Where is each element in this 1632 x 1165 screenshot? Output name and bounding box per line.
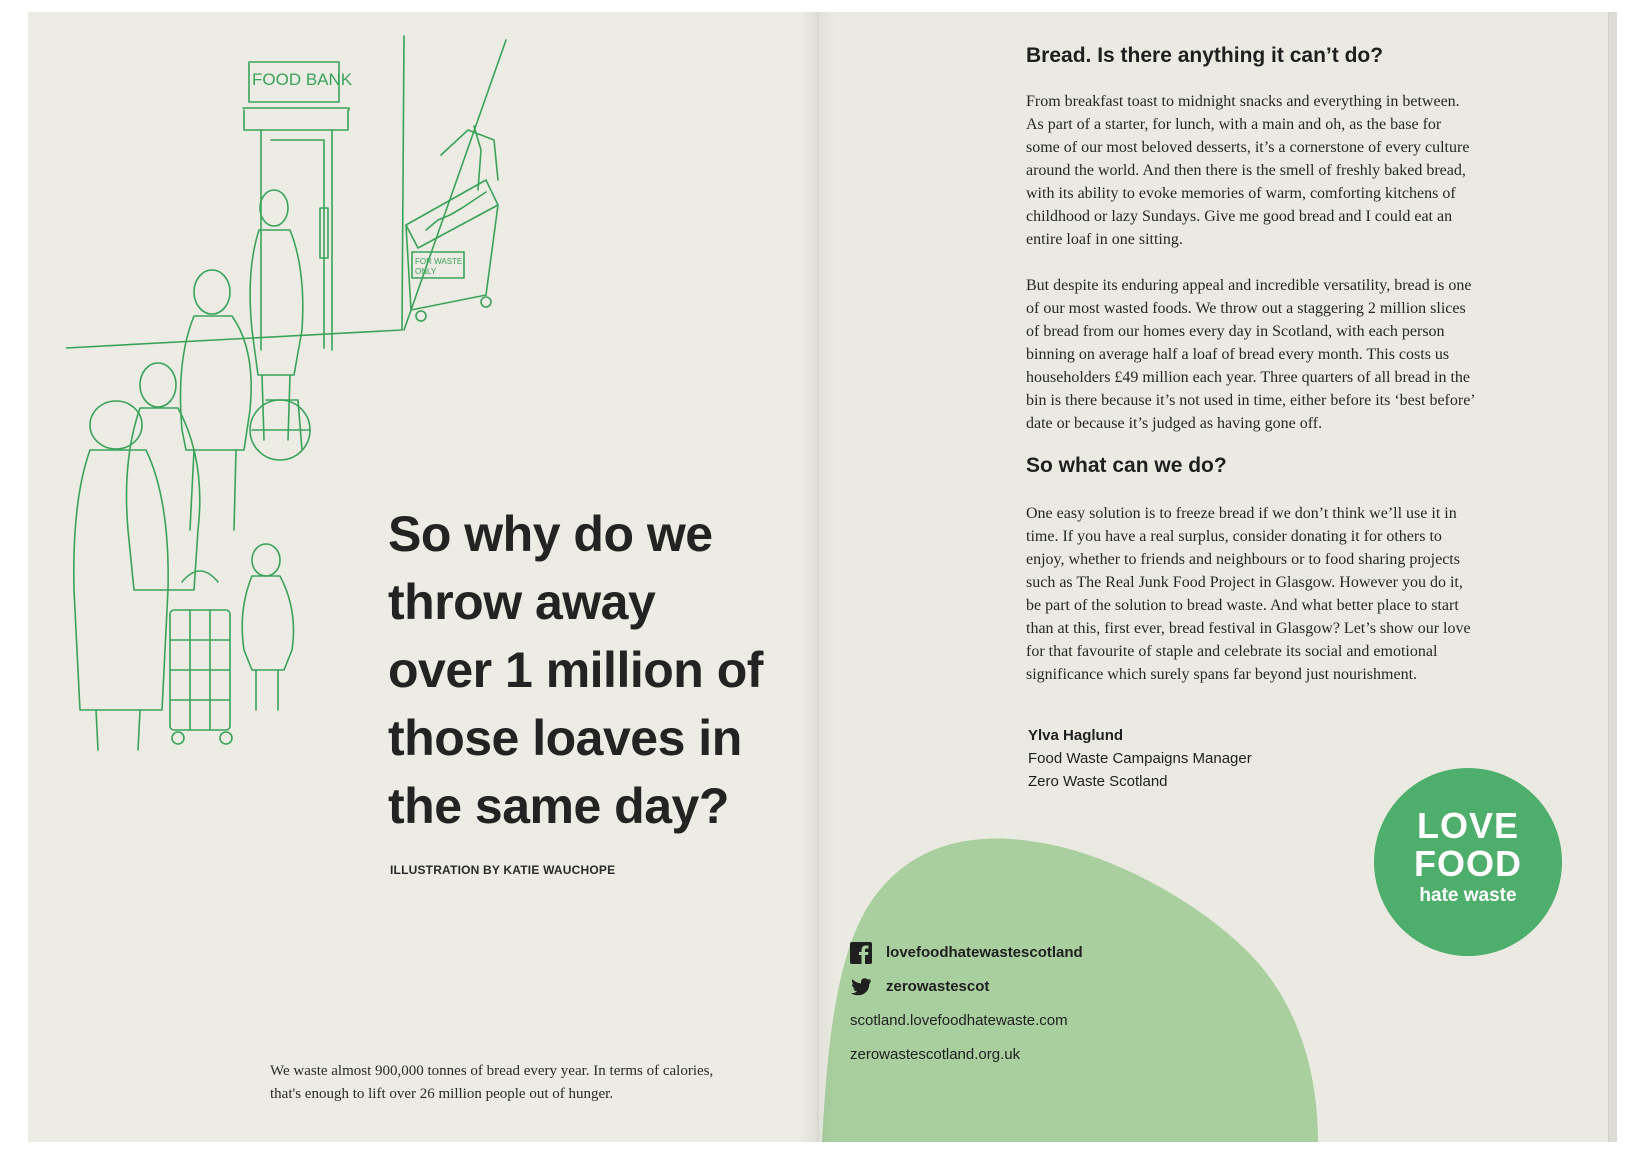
paragraph-line: for that favourite of staple and celebrate its social and emotional bbox=[1026, 643, 1438, 660]
food-bank-sign: FOOD BANK bbox=[252, 70, 353, 89]
headline-line: those loaves in bbox=[388, 710, 742, 766]
twitter-icon bbox=[850, 976, 872, 998]
paragraph-line: than at this, first ever, bread festival in Glasgow? Let’s show our love bbox=[1026, 620, 1471, 637]
page-edge bbox=[1608, 12, 1617, 1142]
logo-line-hate-waste: hate waste bbox=[1419, 885, 1517, 906]
paragraph-line: bin is there because it’s not used in time, either before its ‘best before’ bbox=[1026, 392, 1476, 409]
headline-line: over 1 million of bbox=[388, 642, 763, 698]
paragraph-line: enjoy, whether to friends and neighbours or to food sharing projects bbox=[1026, 551, 1460, 568]
paragraph-line: of bread from our homes every day in Scotland, with each person bbox=[1026, 323, 1445, 340]
paragraph-line: But despite its enduring appeal and incredible versatility, bread is one bbox=[1026, 277, 1472, 294]
paragraph-line: childhood or lazy Sundays. Give me good bread and I could eat an bbox=[1026, 208, 1453, 225]
twitter-handle: zerowastescot bbox=[886, 978, 990, 995]
paragraph-line: entire loaf in one sitting. bbox=[1026, 231, 1183, 248]
paragraph-line: around the world. And then there is the smell of freshly baked bread, bbox=[1026, 162, 1466, 179]
right-page bbox=[818, 12, 1610, 1142]
paragraph-line: As part of a starter, for lunch, with a main and oh, as the base for bbox=[1026, 116, 1442, 133]
website-link-lfhw[interactable]: scotland.lovefoodhatewaste.com bbox=[850, 1012, 1068, 1029]
paragraph-line: From breakfast toast to midnight snacks and everything in between. bbox=[1026, 93, 1460, 110]
logo-line-food: FOOD bbox=[1414, 843, 1522, 884]
author-signature bbox=[1028, 724, 1252, 793]
paragraph-solution bbox=[1026, 502, 1586, 686]
paragraph-line: date or because it’s judged as having gone off. bbox=[1026, 415, 1323, 432]
left-page bbox=[28, 12, 818, 1142]
love-food-hate-waste-logo bbox=[1374, 768, 1562, 956]
bread-waste-footnote bbox=[270, 1060, 790, 1106]
paragraph-line: time. If you have a real surplus, consider donating it for others to bbox=[1026, 528, 1442, 545]
paragraph-line: such as The Real Junk Food Project in Glasgow. However you do it, bbox=[1026, 574, 1463, 591]
paragraph-intro bbox=[1026, 90, 1586, 251]
illustration-credit: ILLUSTRATION BY KATIE WAUCHOPE bbox=[390, 863, 616, 877]
facebook-handle: lovefoodhatewastescotland bbox=[886, 944, 1083, 961]
footnote-line: that's enough to lift over 26 million people out of hunger. bbox=[270, 1086, 614, 1102]
heading-bread: Bread. Is there anything it can’t do? bbox=[1026, 44, 1384, 67]
page-gutter bbox=[800, 12, 836, 1142]
author-name: Ylva Haglund bbox=[1028, 727, 1124, 744]
footnote-line: We waste almost 900,000 tonnes of bread every year. In terms of calories, bbox=[270, 1063, 714, 1079]
author-role: Food Waste Campaigns Manager bbox=[1028, 750, 1252, 767]
headline-line: So why do we bbox=[388, 506, 713, 562]
paragraph-line: of our most wasted foods. We throw out a staggering 2 million slices bbox=[1026, 300, 1466, 317]
paragraph-waste-stats bbox=[1026, 274, 1586, 435]
paragraph-line: significance which surely spans far beyond just nourishment. bbox=[1026, 666, 1418, 683]
headline-line: throw away bbox=[388, 574, 656, 630]
paragraph-line: binning on average half a loaf of bread every month. This costs us bbox=[1026, 346, 1450, 363]
bin-label-line1: FOR WASTE bbox=[415, 257, 463, 266]
paragraph-line: with its ability to evoke memories of warm, comforting kitchens of bbox=[1026, 185, 1456, 202]
headline-line: the same day? bbox=[388, 778, 729, 834]
facebook-icon bbox=[850, 942, 872, 964]
heading-what-can-we-do: So what can we do? bbox=[1026, 454, 1227, 477]
logo-line-love: LOVE bbox=[1416, 805, 1519, 846]
paragraph-line: One easy solution is to freeze bread if we don’t think we’ll use it in bbox=[1026, 505, 1457, 522]
website-link-zws[interactable]: zerowastescotland.org.uk bbox=[850, 1046, 1021, 1063]
paragraph-line: some of our most beloved desserts, it’s a cornerstone of every culture bbox=[1026, 139, 1470, 156]
author-org: Zero Waste Scotland bbox=[1028, 773, 1168, 790]
paragraph-line: householders £49 million each year. Three quarters of all bread in the bbox=[1026, 369, 1470, 386]
paragraph-line: be part of the solution to bread waste. And what better place to start bbox=[1026, 597, 1459, 614]
bin-label-line2: ONLY bbox=[415, 267, 437, 276]
headline bbox=[388, 500, 828, 840]
